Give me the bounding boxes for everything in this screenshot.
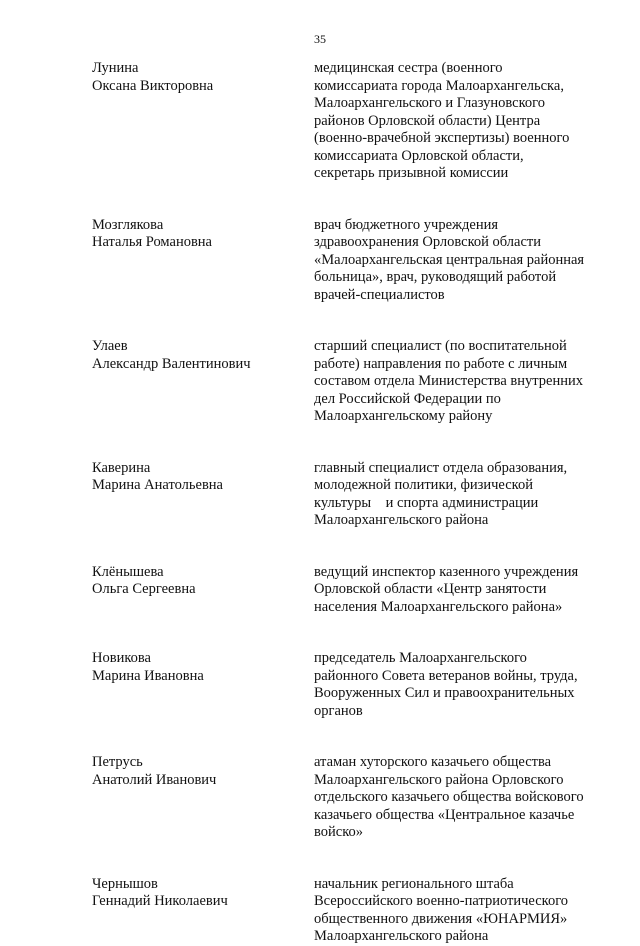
member-name <box>92 564 314 617</box>
member-name <box>92 460 314 530</box>
role-line: Малоархангельского района Орловского <box>314 771 564 788</box>
commission-member-list <box>92 60 612 946</box>
member-name <box>92 217 314 305</box>
role-line: начальник регионального штаба <box>314 875 514 892</box>
member-given-name: Анатолий Иванович <box>92 771 217 788</box>
member-entry <box>92 876 612 946</box>
role-line: Малоархангельского и Глазуновского <box>314 95 546 111</box>
role-line: отдельского казачьего общества войскового <box>314 789 584 805</box>
member-surname: Новикова <box>92 650 151 666</box>
role-line: молодежной политики, физической <box>314 477 533 493</box>
member-name <box>92 876 314 946</box>
member-entry <box>92 460 612 530</box>
member-given-name: Марина Анатольевна <box>92 477 223 493</box>
role-line: больница», врач, руководящий работой <box>314 269 557 285</box>
member-role <box>314 650 612 720</box>
member-surname: Клёнышева <box>92 563 164 580</box>
role-line: работе) направления по работе с личным <box>314 355 568 372</box>
member-name <box>92 650 314 720</box>
role-line: председатель Малоархангельского <box>314 650 527 666</box>
member-role <box>314 60 612 183</box>
member-given-name: Александр Валентинович <box>92 355 251 372</box>
role-line: составом отдела Министерства внутренних <box>314 373 583 389</box>
role-line: Орловской области «Центр занятости <box>314 581 547 597</box>
role-line: Всероссийского военно-патриотического <box>314 893 569 909</box>
role-line: «Малоархангельская центральная районная <box>314 251 585 268</box>
role-line: медицинская сестра (военного <box>314 60 503 76</box>
member-role <box>314 460 612 530</box>
member-entry <box>92 650 612 720</box>
member-role <box>314 564 612 617</box>
member-entry <box>92 754 612 842</box>
member-given-name: Ольга Сергеевна <box>92 581 196 597</box>
member-surname: Мозглякова <box>92 216 164 233</box>
role-line: здравоохранения Орловской области <box>314 234 541 250</box>
member-entry <box>92 217 612 305</box>
member-given-name: Марина Ивановна <box>92 667 204 684</box>
role-line: врач бюджетного учреждения <box>314 216 499 233</box>
role-line: районов Орловской области) Центра <box>314 112 541 129</box>
member-given-name: Оксана Викторовна <box>92 77 214 94</box>
role-line: комиссариата Орловской области, <box>314 147 524 164</box>
member-entry <box>92 338 612 426</box>
role-line: Вооруженных Сил и правоохранительных <box>314 685 575 701</box>
role-line: (военно-врачебной экспертизы) военного <box>314 130 570 146</box>
member-surname: Чернышов <box>92 875 158 892</box>
role-line: войско» <box>314 824 364 840</box>
member-name <box>92 338 314 426</box>
page-number: 35 <box>314 32 326 46</box>
member-given-name: Наталья Романовна <box>92 234 212 250</box>
member-name <box>92 754 314 842</box>
member-surname: Лунина <box>92 60 139 76</box>
role-line: дел Российской Федерации по <box>314 390 501 407</box>
role-line: Малоархангельского района <box>314 928 489 944</box>
member-role <box>314 338 612 426</box>
member-entry <box>92 564 612 617</box>
role-line: общественного движения «ЮНАРМИЯ» <box>314 910 568 927</box>
member-role <box>314 754 612 842</box>
role-line: комиссариата города Малоархангельска, <box>314 77 564 94</box>
role-line: казачьего общества «Центральное казачье <box>314 806 575 823</box>
role-line: секретарь призывной комиссии <box>314 165 509 181</box>
role-line: культуры и спорта администрации <box>314 494 539 511</box>
role-line: населения Малоархангельского района» <box>314 598 563 615</box>
role-line: атаман хуторского казачьего общества <box>314 754 552 770</box>
role-line: органов <box>314 702 363 719</box>
role-line: Малоархангельского района <box>314 512 489 528</box>
role-line: старший специалист (по воспитательной <box>314 338 567 354</box>
role-line: ведущий инспектор казенного учреждения <box>314 563 579 580</box>
member-given-name: Геннадий Николаевич <box>92 893 228 909</box>
member-role <box>314 876 612 946</box>
member-surname: Улаев <box>92 338 128 354</box>
member-surname: Петрусь <box>92 754 143 770</box>
role-line: врачей-специалистов <box>314 286 445 303</box>
role-line: главный специалист отдела образования, <box>314 459 568 476</box>
member-surname: Каверина <box>92 459 151 476</box>
role-line: Малоархангельскому району <box>314 408 493 424</box>
member-role <box>314 217 612 305</box>
member-name <box>92 60 314 183</box>
role-line: районного Совета ветеранов войны, труда, <box>314 667 578 684</box>
member-entry <box>92 60 612 183</box>
